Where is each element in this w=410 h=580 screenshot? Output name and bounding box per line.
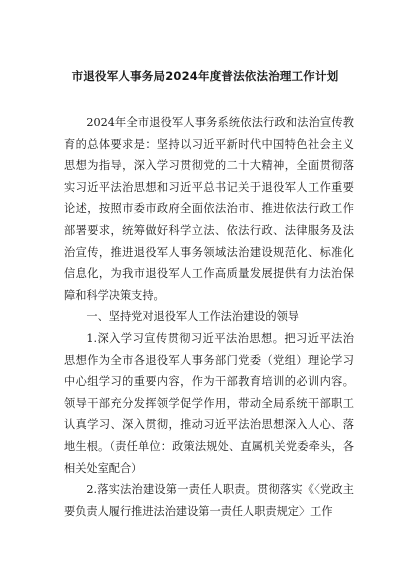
item-paragraph-1: 1.深入学习宣传贯彻习近平法治思想。把习近平法治思想作为全市各退役军人事务部门党委（党组）理论学习中心组学习的重要内容，作为干部教育培训的必训内容。领导干部充分发挥领学促学作用，带动全局系统干部职工认真学习、深入贯彻，推动习近平法治思想深入人心、落地生根。（责任单位：政策法规处、直属机关党委牵头，各相关处室配合） <box>64 331 354 475</box>
intro-paragraph: 2024年全市退役军人事务系统依法行政和法治宣传教育的总体要求是：坚持以习近平新时代中国特色社会主义思想为指导，深入学习贯彻党的二十大精神，全面贯彻落实习近平法治思想和习近平总书记关于退役军人工作重要论述，按照市委市政府全面依法治市、推进依法行政工作部署要求，统筹做好科学立法、依法行政、法律服务及法治宣传，推进退役军人事务领域法治建设规范化、标准化信息化，为我市退役军人工作高质量发展提供有力法治保障和科学决策支持。 <box>64 116 354 302</box>
document-title: 市退役军人事务局2024年度普法依法治理工作计划 <box>71 69 339 83</box>
section-heading: 一、坚持党对退役军人工作法治建设的领导 <box>86 310 299 324</box>
document-body <box>64 112 354 522</box>
item-paragraph-2: 2.落实法治建设第一责任人职责。贯彻落实《〈党政主要负责人履行推进法治建设第一责任人职责规定〉工作 <box>64 483 354 518</box>
